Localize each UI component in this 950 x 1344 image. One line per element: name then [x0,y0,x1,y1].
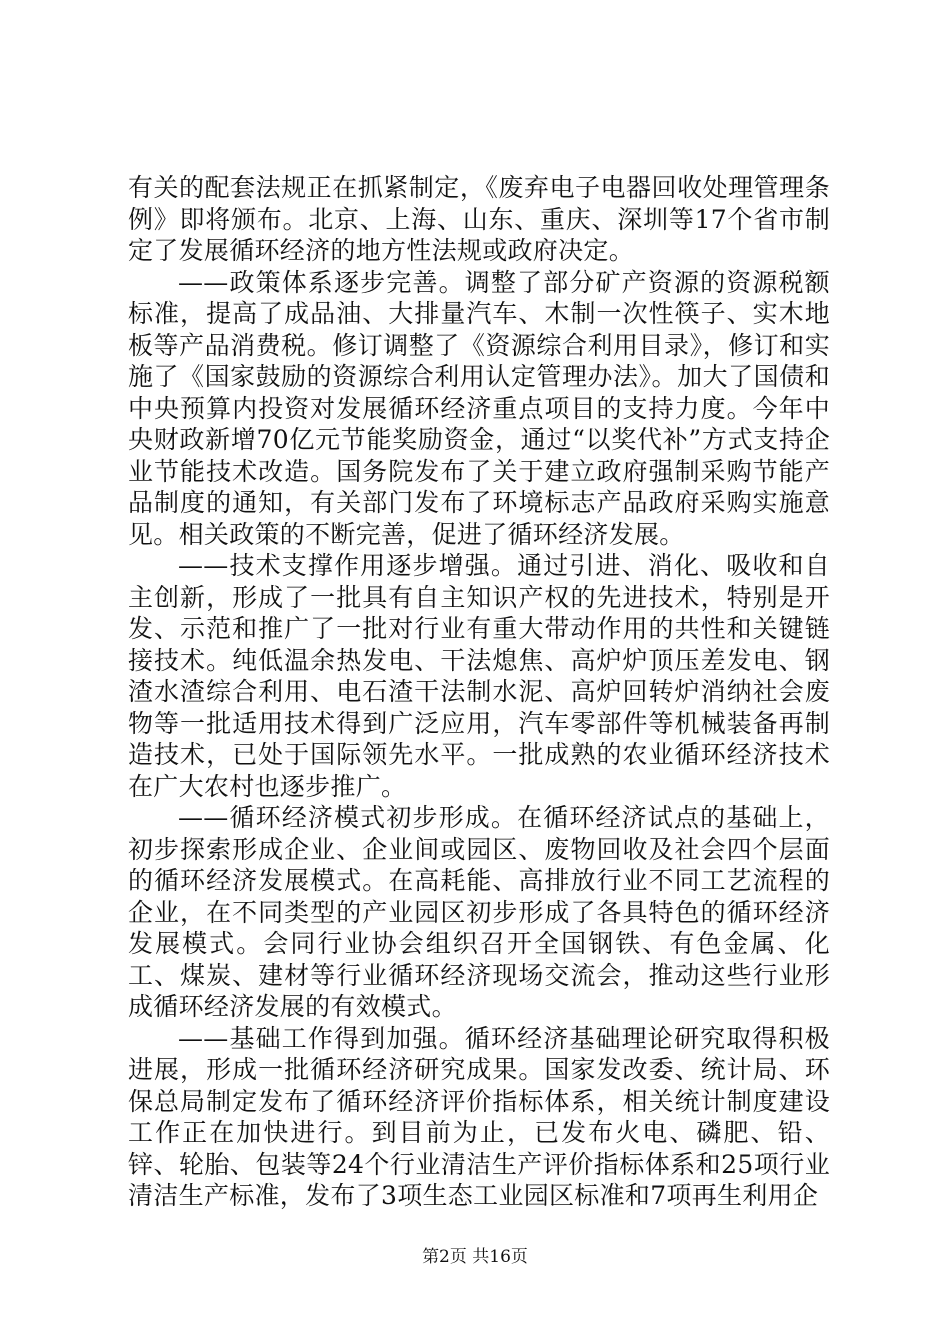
document-body [128,172,830,1212]
paragraph-policy-system: ——政策体系逐步完善。调整了部分矿产资源的资源税额标准，提高了成品油、大排量汽车、木制一次性筷子、实木地板等产品消费税。修订调整了《资源综合利用目录》，修订和实施了《国家鼓励的资源综合利用认定管理办法》。加大了国债和中央预算内投资对发展循环经济重点项目的支持力度。今年中央财政新增70亿元节能奖励资金，通过“以奖代补”方式支持企业节能技术改造。国务院发布了关于建立政府强制采购节能产品制度的通知，有关部门发布了环境标志产品政府采购实施意见。相关政策的不断完善，促进了循环经济发展。 [128,267,830,549]
paragraph-economy-model: ——循环经济模式初步形成。在循环经济试点的基础上，初步探索形成企业、企业间或园区、废物回收及社会四个层面的循环经济发展模式。在高耗能、高排放行业不同工艺流程的企业，在不同类型的产业园区初步形成了各具特色的循环经济发展模式。会同行业协会组织召开全国钢铁、有色金属、化工、煤炭、建材等行业循环经济现场交流会，推动这些行业形成循环经济发展的有效模式。 [128,803,830,1021]
paragraph-foundation-work: ——基础工作得到加强。循环经济基础理论研究取得积极进展，形成一批循环经济研究成果。国家发改委、统计局、环保总局制定发布了循环经济评价指标体系，相关统计制度建设工作正在加快进行。到目前为止，已发布火电、磷肥、铅、锌、轮胎、包装等24个行业清洁生产评价指标体系和25项行业清洁生产标准，发布了3项生态工业园区标准和7项再生利用企 [128,1023,830,1210]
paragraph-technical-support: ——技术支撑作用逐步增强。通过引进、消化、吸收和自主创新，形成了一批具有自主知识产权的先进技术，特别是开发、示范和推广了一批对行业有重大带动作用的共性和关键链接技术。纯低温余热发电、干法熄焦、高炉炉顶压差发电、钢渣水渣综合利用、电石渣干法制水泥、高炉回转炉消纳社会废物等一批适用技术得到广泛应用，汽车零部件等机械装备再制造技术，已处于国际领先水平。一批成熟的农业循环经济技术在广大农村也逐步推广。 [128,551,830,801]
paragraph-continued: 有关的配套法规正在抓紧制定，《废弃电子电器回收处理管理条例》即将颁布。北京、上海、山东、重庆、深圳等17个省市制定了发展循环经济的地方性法规或政府决定。 [128,173,830,265]
page-number-footer: 第2页 共16页 [422,1247,528,1267]
